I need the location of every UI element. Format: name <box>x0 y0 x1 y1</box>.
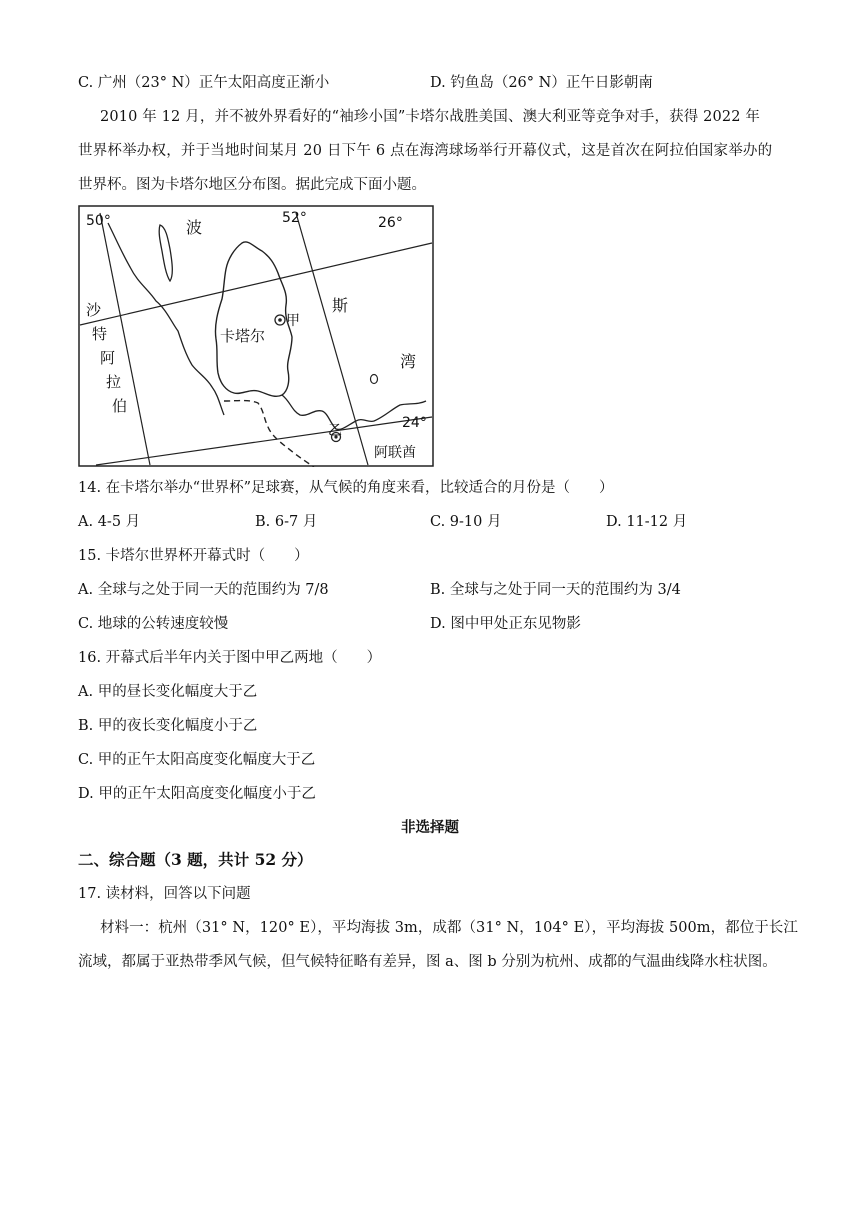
label-saudi-1: 沙 <box>86 301 102 319</box>
q15-stem: 15. 卡塔尔世界杯开幕式时（ ） <box>78 548 309 564</box>
label-jia: 甲 <box>286 313 300 329</box>
q14-stem: 14. 在卡塔尔举办“世界杯”足球赛，从气候的角度来看，比较适合的月份是（ ） <box>78 480 614 496</box>
q15-option-b: B. 全球与之处于同一天的范围约为 3/4 <box>430 582 681 598</box>
q14-option-b: B. 6-7 月 <box>255 514 318 530</box>
label-saudi-5: 伯 <box>112 397 128 415</box>
passage-line-1: 2010 年 12 月，并不被外界看好的“袖珍小国”卡塔尔战胜美国、澳大利亚等竞争对手，获得 2022 年 <box>100 109 761 125</box>
passage-line-3: 世界杯。图为卡塔尔地区分布图。据此完成下面小题。 <box>78 177 426 193</box>
label-wan: 湾 <box>400 352 417 371</box>
q16-option-a: A. 甲的昼长变化幅度大于乙 <box>78 684 258 700</box>
label-saudi-4: 拉 <box>106 373 122 391</box>
q16-option-d: D. 甲的正午太阳高度变化幅度小于乙 <box>78 786 316 802</box>
qatar-map-figure <box>78 205 434 467</box>
label-lon-50: 50° <box>86 213 111 229</box>
label-yi: 乙 <box>328 423 342 439</box>
label-si: 斯 <box>332 296 349 315</box>
saudi-coastline <box>108 223 224 415</box>
q15-option-c: C. 地球的公转速度较慢 <box>78 616 229 632</box>
section-heading: 二、综合题（3 题，共计 52 分） <box>78 850 313 869</box>
label-lat-26: 26° <box>378 215 403 231</box>
q14-option-d: D. 11-12 月 <box>606 514 688 530</box>
meridian-50 <box>100 213 150 465</box>
q17-material-line-1: 材料一：杭州（31° N，120° E），平均海拔 3m，成都（31° N，104° E），平均海拔 500m，都位于长江 <box>100 920 798 936</box>
label-lat-24: 24° <box>402 415 427 431</box>
border-dashed-line <box>224 401 314 468</box>
q17-material-line-2: 流域，都属于亚热带季风气候，但气候特征略有差异，图 a、图 b 分别为杭州、成都的气温曲线降水柱状图。 <box>78 954 777 970</box>
label-lon-52: 52° <box>282 210 307 226</box>
label-qatar: 卡塔尔 <box>220 327 266 345</box>
q16-option-b: B. 甲的夜长变化幅度小于乙 <box>78 718 258 734</box>
q14-option-c: C. 9-10 月 <box>430 514 502 530</box>
label-saudi-3: 阿 <box>100 349 116 367</box>
non-choice-heading: 非选择题 <box>401 819 459 836</box>
bahrain-island <box>159 225 172 281</box>
q13-option-c: C. 广州（23° N）正午太阳高度正渐小 <box>78 75 330 91</box>
small-island <box>371 375 378 384</box>
q16-stem: 16. 开幕式后半年内关于图中甲乙两地（ ） <box>78 650 382 666</box>
q15-option-d: D. 图中甲处正东见物影 <box>430 616 581 632</box>
q15-option-a: A. 全球与之处于同一天的范围约为 7/8 <box>78 582 329 598</box>
label-saudi-2: 特 <box>92 325 108 343</box>
q17-stem: 17. 读材料，回答以下问题 <box>78 886 251 902</box>
q13-option-d: D. 钓鱼岛（26° N）正午日影朝南 <box>430 75 653 91</box>
q16-option-c: C. 甲的正午太阳高度变化幅度大于乙 <box>78 752 316 768</box>
parallel-26 <box>80 243 432 325</box>
passage-line-2: 世界杯举办权，并于当地时间某月 20 日下午 6 点在海湾球场举行开幕仪式，这是首次在阿拉伯国家举办的 <box>78 143 773 159</box>
point-jia-center <box>278 318 282 322</box>
label-uae: 阿联酋 <box>374 445 416 461</box>
qatar-map <box>78 205 434 467</box>
q14-option-a: A. 4-5 月 <box>78 514 141 530</box>
label-bo: 波 <box>186 218 203 237</box>
